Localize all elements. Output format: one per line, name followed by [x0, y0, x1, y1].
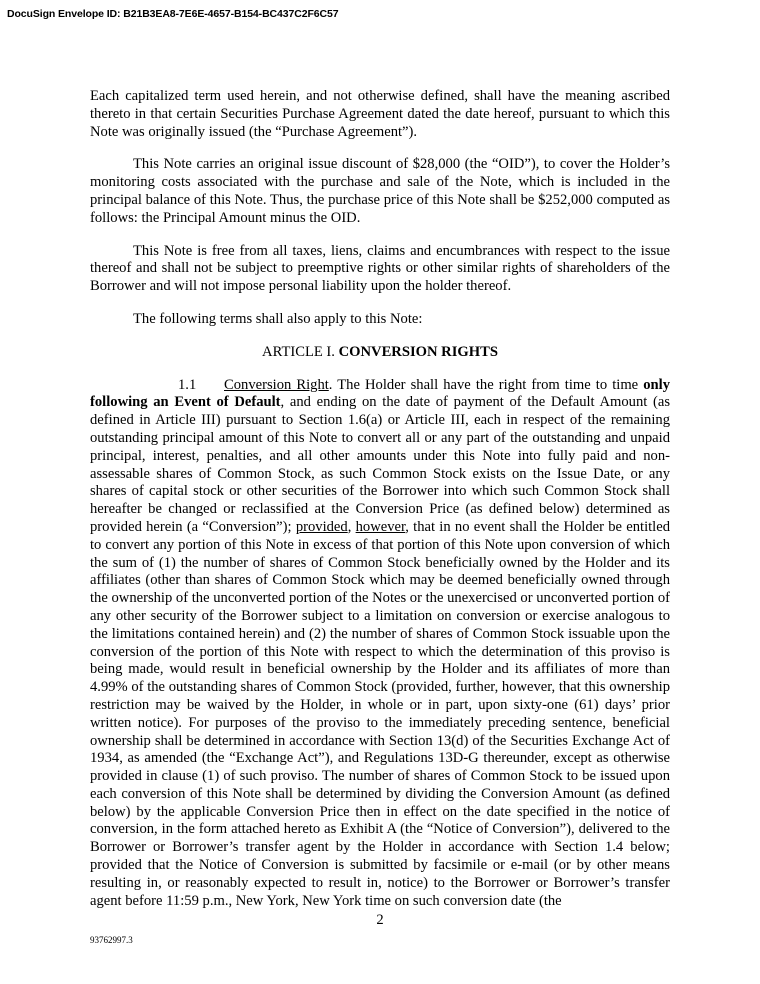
article-heading	[90, 344, 670, 362]
section-title: Conversion Right	[224, 376, 329, 393]
section-1-1	[90, 377, 670, 911]
paragraph-oid: This Note carries an original issue discount of $28,000 (the “OID”), to cover the Holder’s monitoring costs associated with the purchase and sale of the Note, which is included in the principal balance of this Note. Thus, the purchase price of this Note shall be $252,000 computed as follows: the Principal Amount minus the OID.	[90, 156, 670, 226]
docusign-envelope-id: DocuSign Envelope ID: B21B3EA8-7E6E-4657-B154-BC437C2F6C57	[7, 8, 339, 20]
section-comma: ,	[347, 518, 356, 535]
however-term: however	[355, 518, 406, 535]
section-bold-clause: only following an Event of Default	[90, 376, 670, 411]
section-text-c: , that in no event shall the Holder be entitled to convert any portion of this Note in excess of that portion of this Note upon conversion of which the sum of (1) the number of shares of Common Stock beneficially owned by the Holder and its affiliates (other than shares of Common Stock which may be deemed beneficially owned through the ownership of the unconverted portion of the Notes or the unexercised or unconverted portion of any other security of the Borrower subject to a limitation on conversion or exercise analogous to the limitations contained herein) and (2) the number of shares of Common Stock issuable upon the conversion of the portion of this Note with respect to which the determination of this proviso is being made, would result in beneficial ownership by the Holder and its affiliates of more than 4.99% of the outstanding shares of Common Stock (provided, further, however, that this ownership restriction may be waived by the Holder, in whole or in part, upon sixty-one (61) days’ prior written notice). For purposes of the proviso to the immediately preceding sentence, beneficial ownership shall be determined in accordance with Section 13(d) of the Securities Exchange Act of 1934, as amended (the “Exchange Act”), and Regulations 13D-G thereunder, except as otherwise provided in clause (1) of such proviso. The number of shares of Common Stock to be issued upon each conversion of this Note shall be determined by dividing the Conversion Amount (as defined below) by the applicable Conversion Price then in effect on the date specified in the notice of conversion, in the form attached hereto as Exhibit A (the “Notice of Conversion”), delivered to the Borrower or Borrower’s transfer agent by the Holder in accordance with Section 1.4 below; provided that the Notice of Conversion is submitted by facsimile or e-mail (or by other means resulting in, or reasonably expected to result in, notice) to the Borrower or Borrower’s transfer agent before 11:59 p.m., New York, New York time on such conversion date (the	[90, 518, 671, 909]
article-prefix: ARTICLE I.	[262, 343, 335, 360]
provided-term: provided	[295, 518, 348, 535]
paragraph-following-terms: The following terms shall also apply to this Note:	[133, 310, 423, 327]
paragraph-free-from-liens: This Note is free from all taxes, liens, claims and encumbrances with respect to the issue thereof and shall not be subject to preemptive rights or other similar rights of shareholders of the Borrower and will not impose personal liability upon the holder thereof.	[90, 242, 670, 295]
article-title: CONVERSION RIGHTS	[338, 343, 498, 360]
section-number: 1.1	[178, 376, 197, 393]
section-text-b: , and ending on the date of payment of the Default Amount (as defined in Article III) pursuant to Section 1.6(a) or Article III, each in respect of the remaining outstanding principal amount of this Note to convert all or any part of the outstanding and unpaid principal, interest, penalties, and all other amounts under this Note into fully paid and non-assessable shares of Common Stock, as such Common Stock exists on the Issue Date, or any shares of capital stock or other securities of the Borrower into which such Common Stock shall hereafter be changed or reclassified at the Conversion Price (as defined below) determined as provided herein (a “Conversion”);	[90, 394, 670, 535]
page-number: 2	[376, 912, 384, 928]
document-id: 93762997.3	[90, 935, 133, 945]
paragraph-definitions: Each capitalized term used herein, and not otherwise defined, shall have the meaning ascribed thereto in that certain Securities Purchase Agreement dated the date hereof, pursuant to which this Note was originally issued (the “Purchase Agreement”).	[90, 88, 670, 140]
document-body	[90, 88, 670, 925]
section-text-a: . The Holder shall have the right from time to time	[328, 376, 644, 393]
